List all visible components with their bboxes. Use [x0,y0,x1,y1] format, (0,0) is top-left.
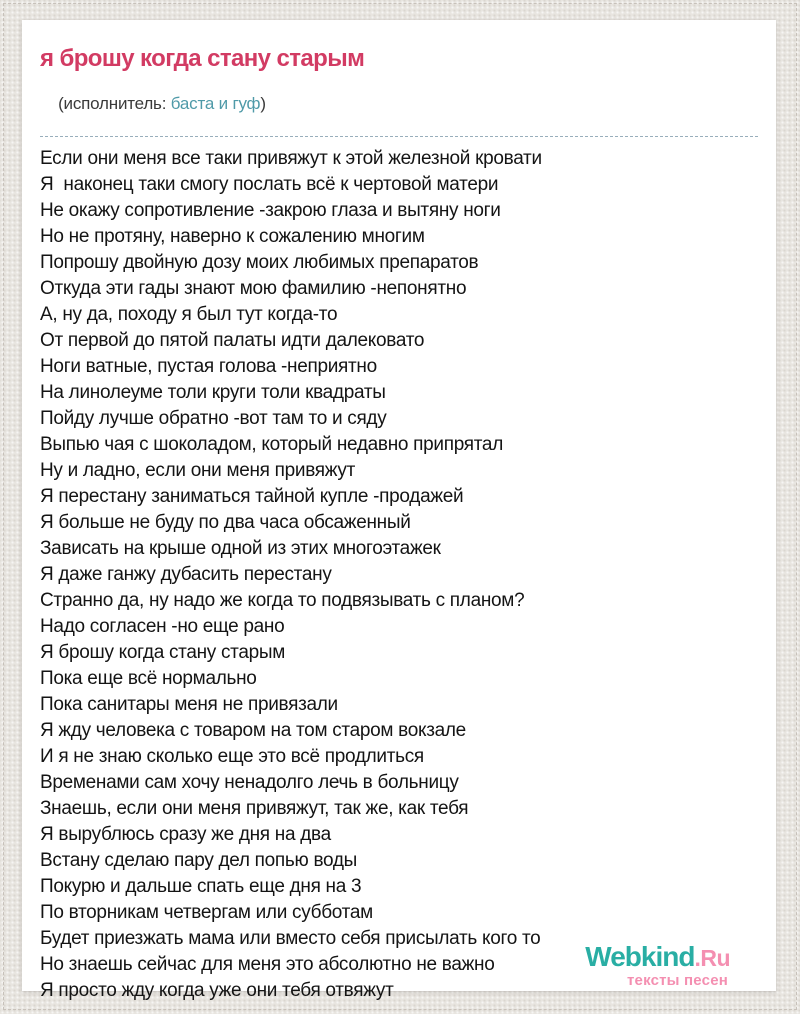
webkind-logo-main: Webkind [585,941,695,972]
lyric-line: И я не знаю сколько еще это всё продлиться [40,746,424,767]
lyric-line: Покурю и дальше спать еще дня на 3 [40,876,362,897]
lyric-line: Я жду человека с товаром на том старом вокзале [40,720,466,741]
webkind-logo-suffix: .Ru [694,945,730,971]
lyric-line: А, ну да, походу я был тут когда-то [40,304,338,325]
lyric-line: Временами сам хочу ненадолго лечь в больницу [40,772,459,793]
lyric-line: Я больше не буду по два часа обсаженный [40,512,411,533]
lyric-line: Я просто жду когда уже они тебя отвяжут [40,980,394,1001]
lyric-line: Но не протяну, наверно к сожалению многим [40,226,425,247]
lyric-line: Странно да, ну надо же когда то подвязывать с планом? [40,590,525,611]
lyric-line: Если они меня все таки привяжут к этой железной кровати [40,148,542,169]
lyric-line: Я наконец таки смогу послать всё к чертовой матери [40,174,499,195]
artist-line [40,74,758,134]
lyric-line: Пока еще всё нормально [40,668,257,689]
lyric-line: От первой до пятой палаты идти далековато [40,330,425,351]
webkind-logo[interactable] [585,942,730,987]
lyric-line: Не окажу сопротивление -закрою глаза и вытяну ноги [40,200,501,221]
lyric-line: Ну и ладно, если они меня привяжут [40,460,355,481]
lyric-line: Пойду лучше обратно -вот там то и сяду [40,408,387,429]
lyric-line: Встану сделаю пару дел попью воды [40,850,358,871]
lyric-line: Я даже ганжу дубасить перестану [40,564,332,585]
artist-link[interactable]: баста и гуф [170,94,261,113]
page-title: я брошу когда стану старым [40,45,365,72]
artist-label-prefix: (исполнитель: [58,94,171,113]
dashed-separator [40,135,758,137]
artist-label-suffix: ) [260,94,266,113]
lyrics-card [22,20,776,1001]
lyric-line: По вторникам четвергам или субботам [40,902,373,923]
lyric-line: Зависать на крыше одной из этих многоэтажек [40,538,441,559]
lyric-line: Будет приезжать мама или вместо себя присылать кого то [40,928,541,949]
webkind-logo-tagline: тексты песен [626,972,728,989]
lyric-line: Я вырублюсь сразу же дня на два [40,824,331,845]
lyric-line: Я перестану заниматься тайной купле -продажей [40,486,464,507]
lyric-line: На линолеуме толи круги толи квадраты [40,382,386,403]
lyric-line: Надо согласен -но еще рано [40,616,285,637]
lyric-line: Пока санитары меня не привязали [40,694,338,715]
lyric-line: Я брошу когда стану старым [40,642,286,663]
lyric-line: Попрошу двойную дозу моих любимых препаратов [40,252,479,273]
lyric-line: Выпью чая с шоколадом, который недавно припрятал [40,434,503,455]
lyrics-text [40,146,758,1004]
lyric-line: Ноги ватные, пустая голова -неприятно [40,356,377,377]
lyric-line: Знаешь, если они меня привяжут, так же, как тебя [40,798,469,819]
lyric-line: Откуда эти гады знают мою фамилию -непонятно [40,278,467,299]
lyric-line: Но знаешь сейчас для меня это абсолютно не важно [40,954,495,975]
